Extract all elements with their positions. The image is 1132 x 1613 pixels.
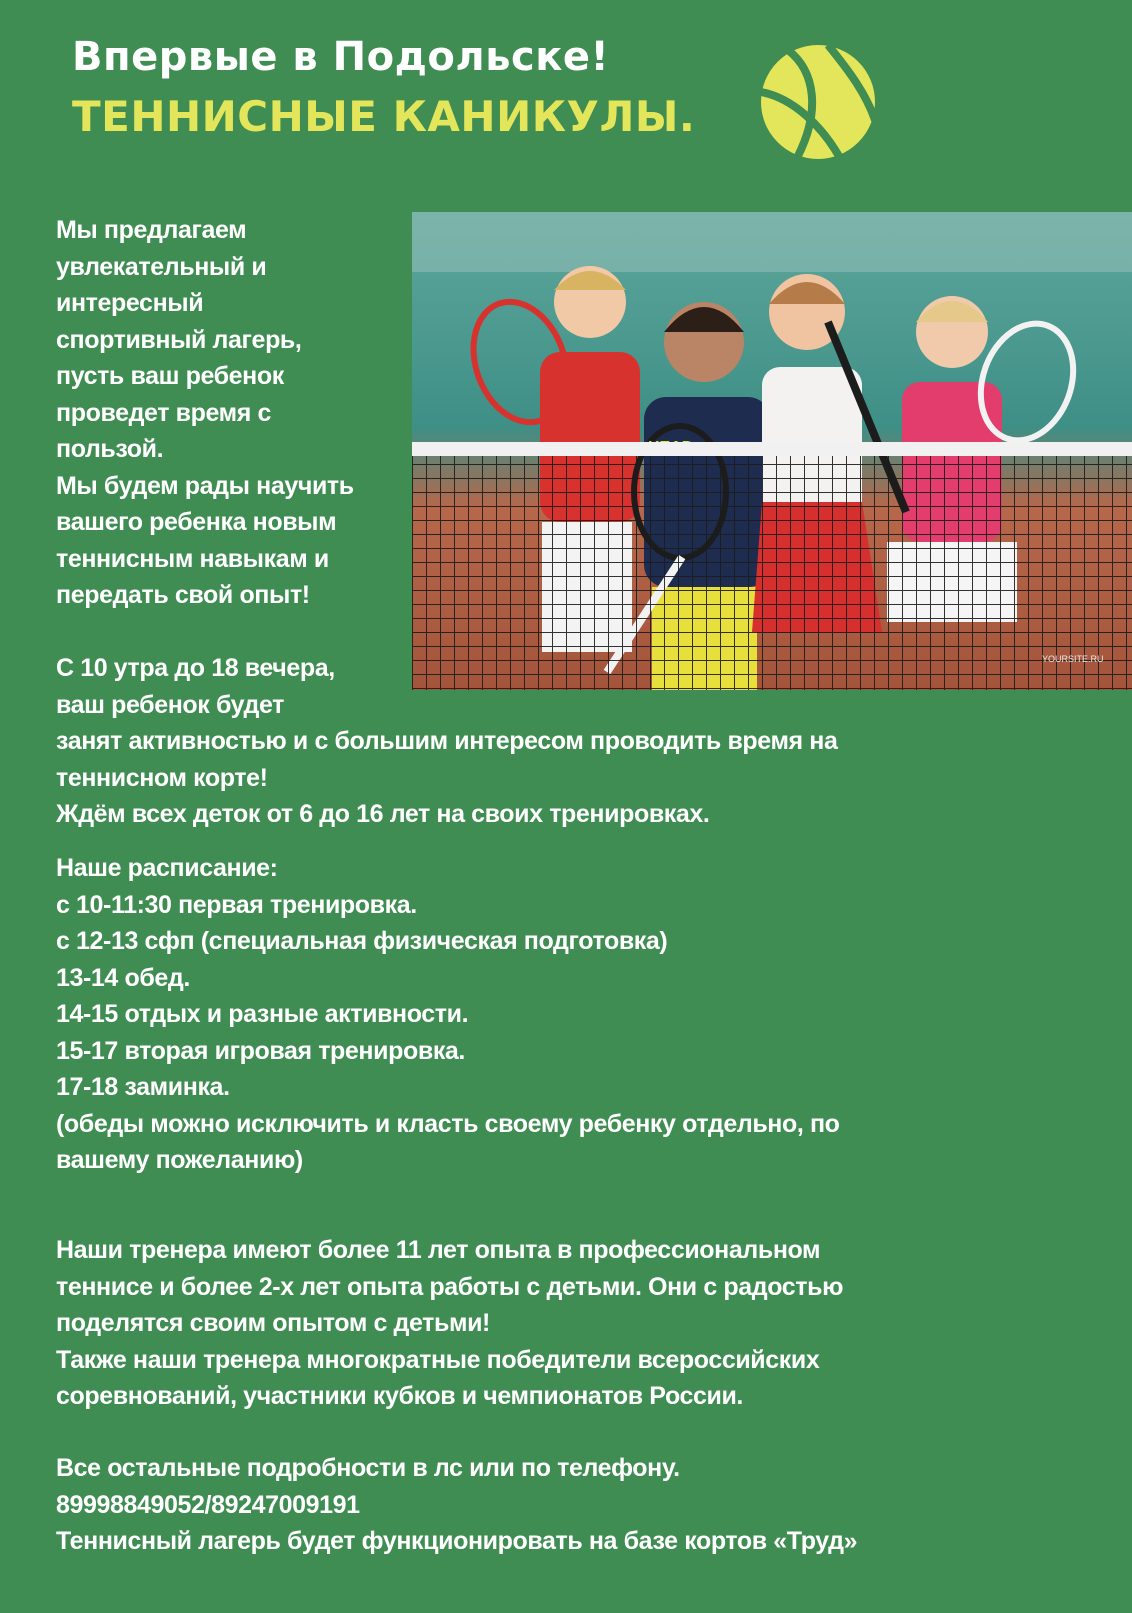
contacts-text: [56, 1450, 857, 1560]
contacts-line: Теннисный лагерь будет функционировать на базе кортов «Труд»: [56, 1527, 858, 1555]
intro-line: интересный: [56, 289, 204, 317]
intro-line: передать свой опыт!: [56, 581, 310, 609]
hours-line: занят активностью и с большим интересом проводить время на: [56, 727, 838, 755]
hours-line: ваш ребенок будет: [56, 690, 285, 719]
coaches-line: Наши тренера имеют более 11 лет опыта в профессиональном: [56, 1236, 821, 1264]
schedule-line: 15-17 вторая игровая тренировка.: [56, 1036, 465, 1065]
schedule-line: вашему пожеланию): [56, 1146, 303, 1174]
coaches-text: [56, 1232, 843, 1415]
schedule-line: с 12-13 сфп (специальная физическая подготовка): [56, 927, 668, 955]
coaches-line: теннисе и более 2-х лет опыта работы с детьми. Они с радостью: [56, 1272, 844, 1301]
schedule-line: 17-18 заминка.: [56, 1073, 230, 1101]
contacts-line: Все остальные подробности в лс или по телефону.: [56, 1454, 680, 1482]
hours-line: С 10 утра до 18 вечера,: [56, 654, 335, 682]
photo-watermark: YOURSITE.RU: [1042, 654, 1104, 664]
schedule-line: с 10-11:30 первая тренировка.: [56, 890, 417, 919]
intro-line: Мы предлагаем: [56, 216, 247, 244]
coaches-line: поделятся своим опытом с детьми!: [56, 1309, 490, 1337]
hours-text: [56, 650, 838, 833]
hours-line: теннисном корте!: [56, 763, 268, 792]
intro-line: Мы будем рады научить: [56, 471, 354, 500]
page-subtitle: ТЕННИСНЫЕ КАНИКУЛЫ.: [72, 92, 696, 141]
kids-tennis-photo: [412, 212, 1132, 690]
page-title: Впервые в Подольске!: [72, 34, 610, 80]
intro-line: вашего ребенка новым: [56, 508, 337, 536]
schedule-text: [56, 850, 840, 1179]
hours-line: Ждём всех деток от 6 до 16 лет на своих тренировках.: [56, 800, 710, 828]
intro-line: увлекательный и: [56, 252, 267, 281]
intro-line: пусть ваш ребенок: [56, 362, 284, 390]
intro-line: спортивный лагерь,: [56, 325, 302, 354]
contacts-line: 89998849052/89247009191: [56, 1490, 360, 1519]
tennis-ball-icon: [758, 42, 878, 162]
schedule-line: 13-14 обед.: [56, 963, 190, 992]
schedule-line: (обеды можно исключить и класть своему ребенку отдельно, по: [56, 1109, 840, 1138]
intro-line: теннисным навыкам и: [56, 544, 329, 573]
coaches-line: соревнований, участники кубков и чемпионатов России.: [56, 1382, 743, 1410]
intro-line: проведет время с: [56, 398, 271, 427]
schedule-line: 14-15 отдых и разные активности.: [56, 1000, 469, 1028]
intro-text: [56, 212, 354, 614]
coaches-line: Также наши тренера многократные победители всероссийских: [56, 1345, 820, 1374]
intro-line: пользой.: [56, 435, 164, 463]
schedule-line: Наше расписание:: [56, 854, 278, 882]
